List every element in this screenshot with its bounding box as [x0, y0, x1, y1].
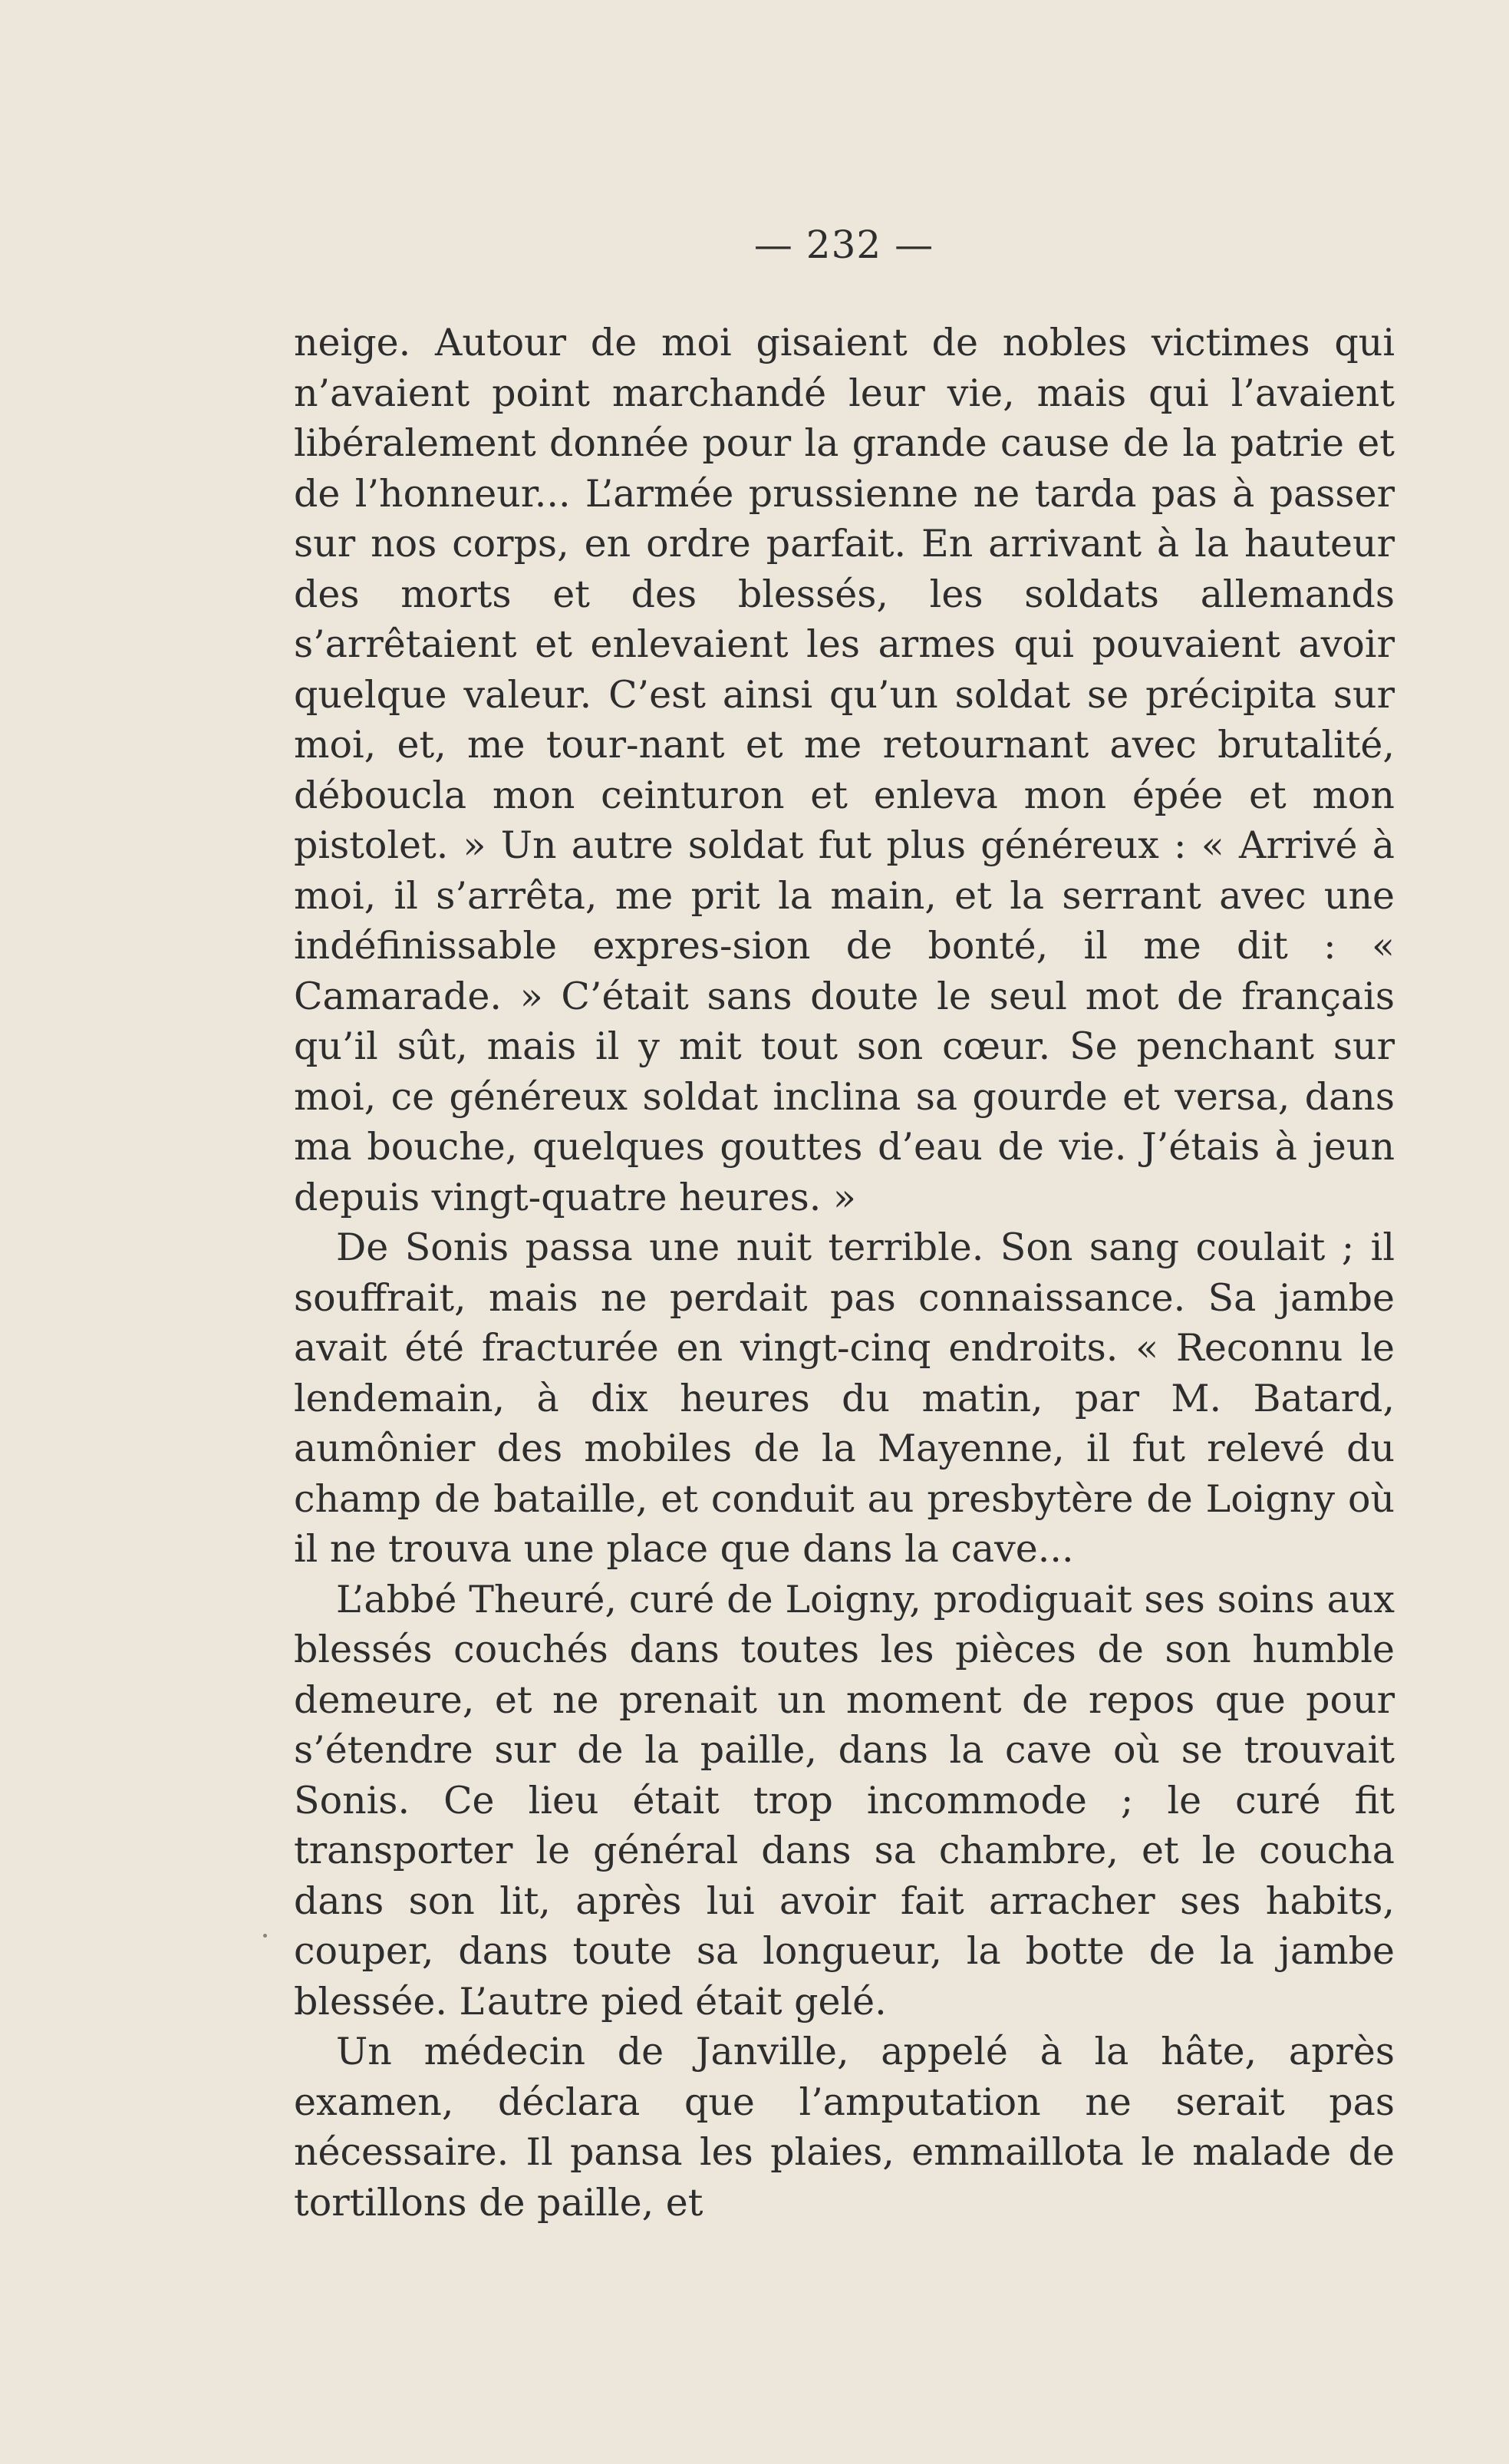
- page-number: — 232 —: [753, 223, 934, 267]
- paragraph-1: neige. Autour de moi gisaient de nobles victimes qui n’avaient point marchandé leur vie, mais qui l’avaient libéralement donnée pour la grande cause de la patrie et de l’honneur... L’armée prussienne ne tarda pas à passer sur nos corps, en ordre parfait. En arrivant à la hauteur des morts et des blessés, les soldats allemands s’arrêtaient et enlevaient les armes qui pouvaient avoir quelque valeur. C’est ainsi qu’un soldat se précipita sur moi, et, me tour-nant et me retournant avec brutalité, déboucla mon ceinturon et enleva mon épée et mon pistolet. » Un autre soldat fut plus généreux : « Arrivé à moi, il s’arrêta, me prit la main, et la serrant avec une indéfinissable expres-sion de bonté, il me dit : « Camarade. » C’était sans doute le seul mot de français qu’il sût, mais il y mit tout son cœur. Se penchant sur moi, ce généreux soldat inclina sa gourde et versa, dans ma bouche, quelques gouttes d’eau de vie. J’étais à jeun depuis vingt-quatre heures. »: [294, 321, 1395, 1219]
- page-body: [294, 318, 1395, 2228]
- paragraph-3: L’abbé Theuré, curé de Loigny, prodiguait ses soins aux blessés couchés dans toutes les pièces de son humble demeure, et ne prenait un moment de repos que pour s’étendre sur de la paille, dans la cave où se trouvait Sonis. Ce lieu était trop incommode ; le curé fit transporter le général dans sa chambre, et le coucha dans son lit, après lui avoir fait arracher ses habits, couper, dans toute sa longueur, la botte de la jambe blessée. L’autre pied était gelé.: [294, 1577, 1395, 2024]
- paragraph-4: Un médecin de Janville, appelé à la hâte, après examen, déclara que l’amputation ne serait pas nécessaire. Il pansa les plaies, emmaillota le malade de tortillons de paille, et: [294, 2030, 1395, 2225]
- paragraph-2: De Sonis passa une nuit terrible. Son sang coulait ; il souffrait, mais ne perdait pas connaissance. Sa jambe avait été fracturée en vingt-cinq endroits. « Reconnu le lendemain, à dix heures du matin, par M. Batard, aumônier des mobiles de la Mayenne, il fut relevé du champ de bataille, et conduit au presbytère de Loigny où il ne trouva une place que dans la cave...: [294, 1225, 1395, 1571]
- paper-speck: [263, 1934, 267, 1938]
